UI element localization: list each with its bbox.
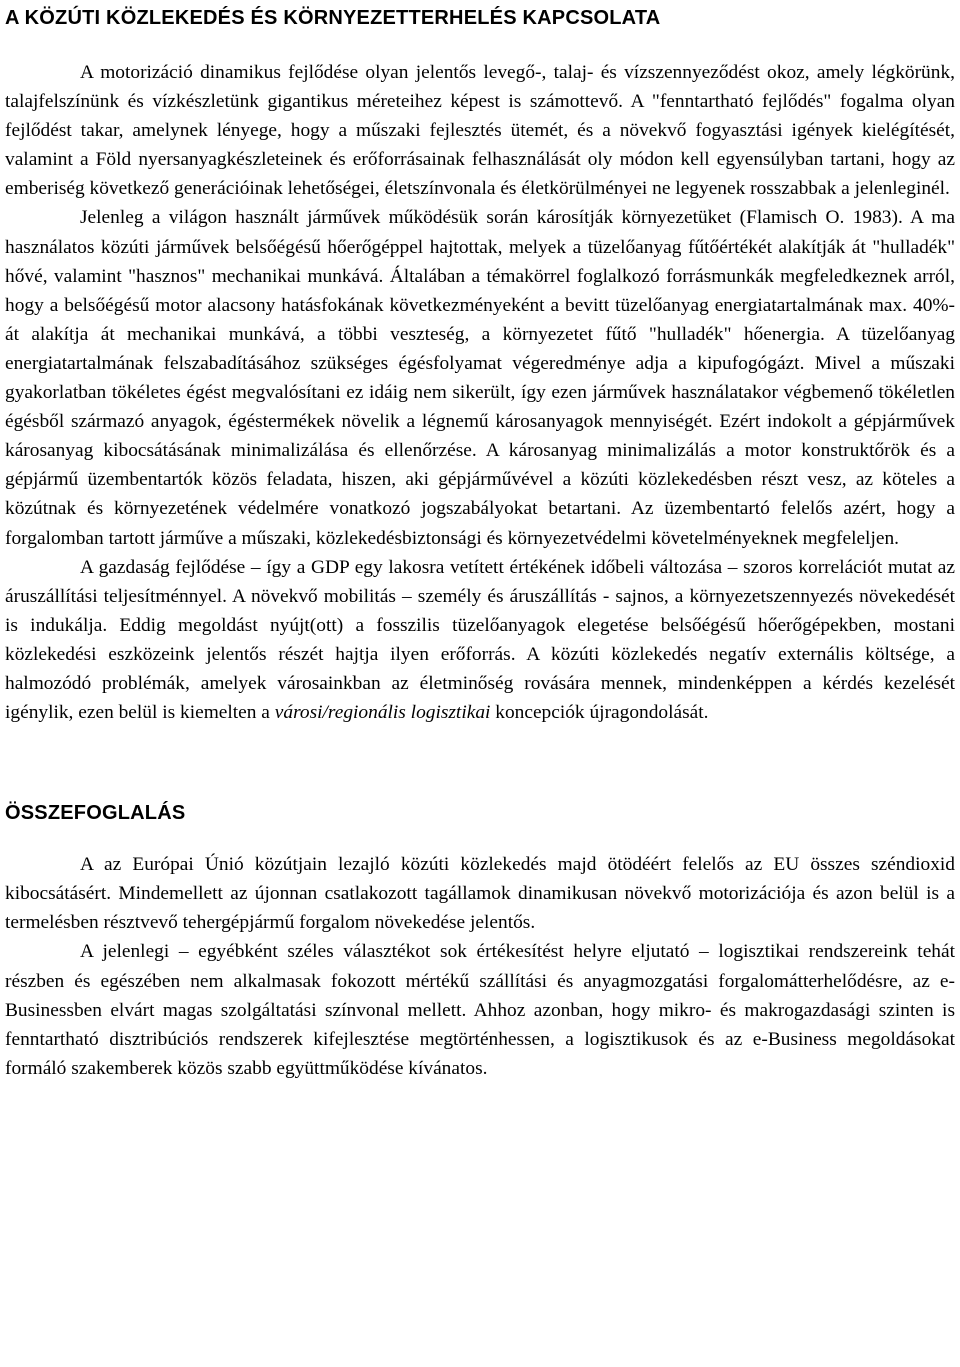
document-page [5, 6, 955, 1083]
paragraph: A az Európai Únió közútjain lezajló közúti közlekedés majd ötödéért felelős az EU összes széndioxid kibocsátásért. Mindemellett az újonnan csatlakozott tagállamok dinamikusan növekvő motorizációja és azon belül is a termelésben résztvevő tehergépjármű forgalom növekedése jelentős. [5, 854, 955, 934]
paragraph: A jelenlegi – egyébként széles választékot sok értékesítést helyre eljutató – logisztikai rendszereink tehát részben és egészében nem alkalmasak fokozott mértékű szállítási és anyagmozgatási forgalomátterhelődésre, az e-Businessben elvárt magas szolgáltatási színvonal mellett. Ahhoz azonban, hogy mikro- és makrogazdasági szinten is fenntartható disztribúciós rendszerek kifejlesztése megtörténhessen, a logisztikusok és az e-Business megoldásokat formáló szakemberek közös szabb együttműködése kívánatos. [5, 941, 955, 1079]
section-title: ÖSSZEFOGLALÁS [5, 802, 186, 825]
section-spacer [5, 727, 955, 801]
paragraph: A motorizáció dinamikus fejlődése olyan jelentős levegő-, talaj- és vízszennyeződést okoz, amely légkörünk, talajfelszínünk és vízkészletünk gigantikus méreteihez képest is számottevő. A "fenntartható fejlődés" fogalma olyan fejlődést takar, amelynek lényege, hogy a műszaki fejlesztés ütemét, és a növekvő fogyasztási igények kielégítését, valamint a Föld nyersanyagkészleteinek és erőforrásainak felhasználását oly módon kell egyensúlyban tartani, hogy az emberiség következő generációinak lehetőségei, életszínvonala és életkörülményei ne legyenek rosszabbak a jelenleginél. [5, 62, 955, 200]
paragraph [5, 553, 955, 728]
paragraph: Jelenleg a világon használt járművek működésük során károsítják környezetüket (Flamisch O. 1983). A ma használatos közúti járművek belsőégésű hőerőgéppel hajtottak, melyek a tüzelőanyag fűtőértékét alakítják át "hulladék" hővé, valamint "hasznos" mechanikai munkává. Általában a témakörrel foglalkozó forrásmunkák megfeledkeznek arról, hogy a belsőégésű motor alacsony hatásfokának következményeként a bevitt tüzelőanyag energiatartalmának max. 40%-át alakítja át mechanikai munkává, a többi veszteség, a környezetet fűtő "hulladék" hőenergia. A tüzelőanyag energiatartalmának felszabadításához szükséges égésfolyamat végeredménye adja a kipufogógázt. Mivel a műszaki gyakorlatban tökéletes égést megvalósítani ez idáig nem sikerült, így ezen járművek használatakor végbemenő tökéletlen égésből származó anyagok, égéstermékek növelik a légnemű károsanyagok mennyiségét. Ezért indokolt a gépjárművek károsanyag kibocsátásának minimalizálása és ellenőrzése. A károsanyag minimalizálás a motor konstruktőrök és a gépjármű üzembentartók közös feladata, hiszen, aki gépjárművével a közúti közlekedésben részt vesz, az köteles a közútnak és környezetének védelmére vonatkozó jogszabályokat betartani. Az üzembentartó felelős azért, hogy a forgalomban tartott járműve a műszaki, közlekedésbiztonsági és környezetvédelmi követelményeknek megfeleljen. [5, 207, 955, 549]
section-title: A KÖZÚTI KÖZLEKEDÉS ÉS KÖRNYEZETTERHELÉS KAPCSOLATA [5, 7, 661, 29]
paragraph-text: koncepciók újragondolását. [490, 702, 709, 724]
paragraph-text: A gazdaság fejlődése – így a GDP egy lakosra vetített értékének időbeli változása – szoros korrelációt mutat az áruszállítási teljesítménnyel. A növekvő mobilitás – személy és áruszállítás - sajnos, a környezetszennyezés növekedését is indukálja. Eddig megoldást nyújt(ott) a fosszilis tüzelőanyagok elegetése belsőégésű hőerőgépekben, mostani közlekedési eszközeink jelentős részét hajtja ilyen erőforrás. A közúti közlekedés negatív externális költsége, a halmozódó problémák, amelyek városainkban az életminőség rovására mennek, mindenképpen a kérdés kezelését igénylik, ezen belül is kiemelten a [5, 556, 955, 724]
italic-term: városi/regionális logisztikai [274, 702, 491, 724]
